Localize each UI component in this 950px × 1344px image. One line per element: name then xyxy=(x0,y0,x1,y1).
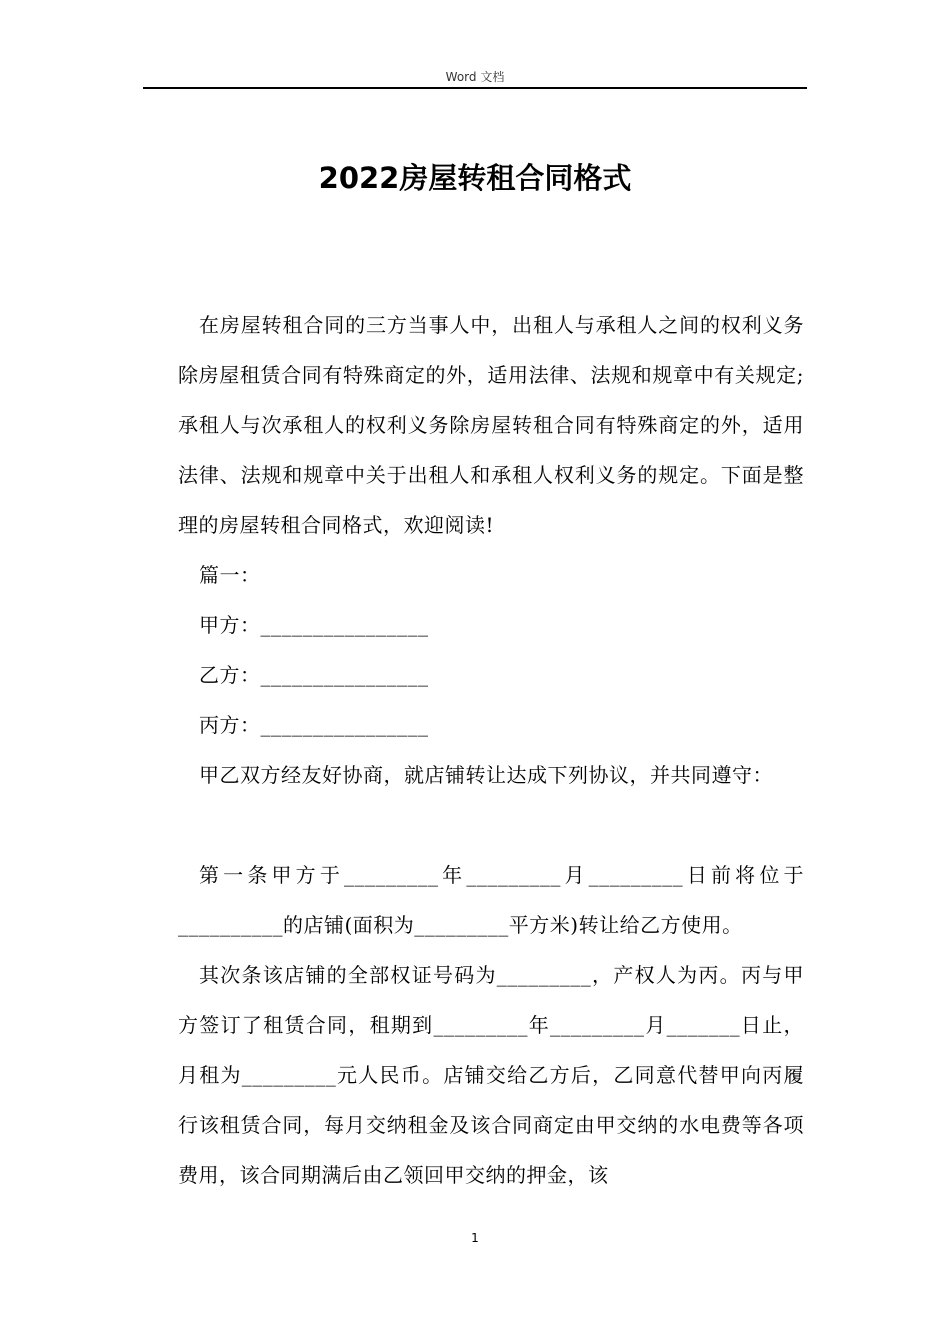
page-number: 1 xyxy=(471,1231,479,1245)
agreement-paragraph: 甲乙双方经友好协商，就店铺转让达成下列协议，并共同遵守： xyxy=(199,763,773,787)
document-body xyxy=(178,300,804,1200)
article-2-paragraph: 其次条该店铺的全部权证号码为_________，产权人为丙。丙与甲方签订了租赁合同，租期到_________年_________月_______日止，月租为_________元人民币。店铺交给乙方后，乙同意代替甲向丙履行该租赁合同，每月交纳租金及该合同商定由甲交纳的水电费等各项费用，该合同期满后由乙领回甲交纳的押金，该 xyxy=(178,963,804,1187)
party-a-line: 甲方：________________ xyxy=(199,613,429,637)
section-heading: 篇一： xyxy=(199,563,261,587)
party-c-line: 丙方：________________ xyxy=(199,713,429,737)
document-title: 2022房屋转租合同格式 xyxy=(318,161,632,195)
intro-paragraph: 在房屋转租合同的三方当事人中，出租人与承租人之间的权利义务除房屋租赁合同有特殊商定的外，适用法律、法规和规章中有关规定;承租人与次承租人的权利义务除房屋转租合同有特殊商定的外，适用法律、法规和规章中关于出租人和承租人权利义务的规定。下面是整理的房屋转租合同格式，欢迎阅读! xyxy=(178,313,804,537)
header-divider xyxy=(143,87,807,89)
page-header-label: Word 文档 xyxy=(445,70,505,84)
article-1-paragraph: 第一条甲方于_________年_________月_________日前将位于__________的店铺(面积为_________平方米)转让给乙方使用。 xyxy=(178,863,804,937)
party-b-line: 乙方：________________ xyxy=(199,663,429,687)
